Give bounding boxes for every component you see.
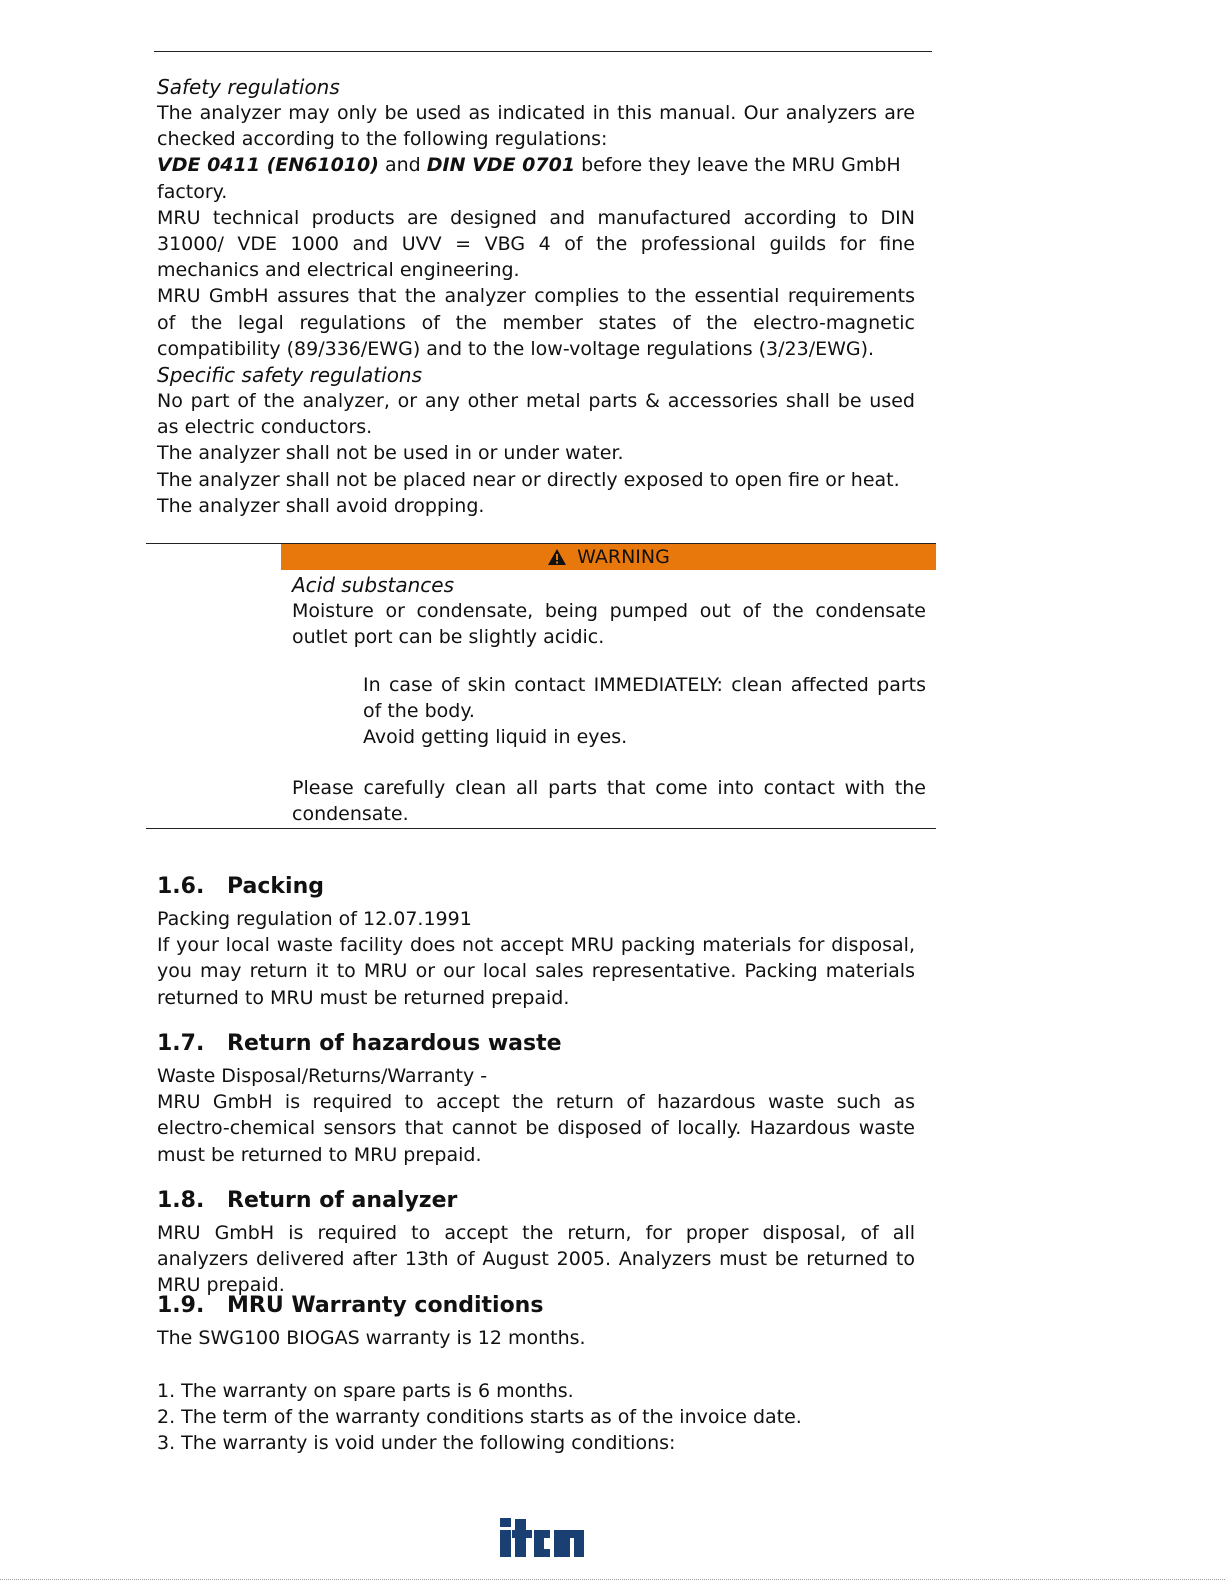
acid-substances-heading: Acid substances xyxy=(292,573,454,597)
warranty-item-3: 3. The warranty is void under the following conditions: xyxy=(157,1432,676,1455)
hazardous-waste-paragraph: MRU GmbH is required to accept the return of hazardous waste such as electro-chemical sensors that cannot be disposed of locally. Hazardous waste must be returned to MRU prepaid. xyxy=(157,1091,915,1166)
section-1-7-body xyxy=(157,1063,915,1168)
section-number: 1.8. xyxy=(157,1188,205,1213)
safety-regulations-section xyxy=(157,74,915,362)
warning-skin-contact: In case of skin contact IMMEDIATELY: clean affected parts of the body. xyxy=(363,674,926,723)
safety-paragraph-4: MRU GmbH assures that the analyzer complies to the essential requirements of the legal regulations of the member states of the electro-magnetic compatibility (89/336/EWG) and to the low-voltage regulations (3/23/EWG). xyxy=(157,285,915,360)
header-rule xyxy=(154,51,932,52)
specific-line-4: The analyzer shall avoid dropping. xyxy=(157,494,485,517)
specific-safety-heading: Specific safety regulations xyxy=(157,363,423,387)
warning-paragraph-4: Please carefully clean all parts that come into contact with the condensate. xyxy=(292,777,926,826)
warranty-period: The SWG100 BIOGAS warranty is 12 months. xyxy=(157,1327,586,1349)
section-title: Packing xyxy=(227,874,325,899)
section-title: MRU Warranty conditions xyxy=(227,1293,544,1318)
section-1-6-body xyxy=(157,906,915,1011)
warning-instructions xyxy=(292,672,926,751)
return-analyzer-paragraph: MRU GmbH is required to accept the return, for proper disposal, of all analyzers delivered after 13th of August 2005. Analyzers must be returned to MRU prepaid. xyxy=(157,1222,915,1297)
specific-line-2: The analyzer shall not be used in or under water. xyxy=(157,442,624,465)
packing-regulation: Packing regulation of 12.07.1991 xyxy=(157,908,472,930)
factory-text: before they leave the MRU GmbH factory. xyxy=(157,154,901,203)
warning-paragraph-1: Moisture or condensate, being pumped out of the condensate outlet port can be slightly acidic. xyxy=(292,600,926,649)
section-1-9-heading xyxy=(157,1292,543,1320)
section-1-8-heading xyxy=(157,1187,457,1215)
section-1-6-heading xyxy=(157,873,324,901)
warning-cleaning xyxy=(292,775,926,827)
bottom-dotted-rule xyxy=(0,1579,1225,1580)
warranty-list xyxy=(157,1378,915,1457)
warning-eyes: Avoid getting liquid in eyes. xyxy=(363,726,628,749)
warranty-item-2: 2. The term of the warranty conditions starts as of the invoice date. xyxy=(157,1406,802,1429)
section-1-9-body xyxy=(157,1325,915,1351)
warning-content xyxy=(292,572,926,650)
standard-vde-0411: VDE 0411 (EN61010) xyxy=(157,154,379,177)
safety-paragraph-2 xyxy=(157,152,915,204)
warning-label: WARNING xyxy=(577,546,670,568)
specific-line-3: The analyzer shall not be placed near or directly exposed to open fire or heat. xyxy=(157,468,900,491)
packing-paragraph: If your local waste facility does not accept MRU packing materials for disposal, you may return it to MRU or our local sales representative. Packing materials returned to MRU must be returned prepaid. xyxy=(157,934,915,1009)
warranty-item-1: 1. The warranty on spare parts is 6 months. xyxy=(157,1380,574,1402)
section-1-7-heading xyxy=(157,1030,562,1058)
section-number: 1.7. xyxy=(157,1031,205,1056)
warning-bar xyxy=(281,544,936,570)
and-text: and xyxy=(378,154,427,177)
specific-safety-section xyxy=(157,362,915,519)
specific-line-1: No part of the analyzer, or any other metal parts & accessories shall be used as electric conductors. xyxy=(157,390,915,439)
itm-logo xyxy=(498,1515,590,1559)
standard-din-vde-0701: DIN VDE 0701 xyxy=(426,154,576,177)
waste-disposal-line: Waste Disposal/Returns/Warranty - xyxy=(157,1065,488,1087)
section-number: 1.6. xyxy=(157,874,205,899)
safety-paragraph-3: MRU technical products are designed and manufactured according to DIN 31000/ VDE 1000 and UVV = VBG 4 of the professional guilds for fine mechanics and electrical engineering. xyxy=(157,206,915,282)
warning-triangle-icon xyxy=(547,548,567,566)
safety-paragraph-1: The analyzer may only be used as indicated in this manual. Our analyzers are checked according to the following regulations: xyxy=(157,102,915,151)
section-title: Return of analyzer xyxy=(227,1188,458,1213)
section-1-8-body xyxy=(157,1220,915,1299)
section-title: Return of hazardous waste xyxy=(227,1031,562,1056)
section-number: 1.9. xyxy=(157,1293,205,1318)
safety-regulations-heading: Safety regulations xyxy=(157,75,340,99)
